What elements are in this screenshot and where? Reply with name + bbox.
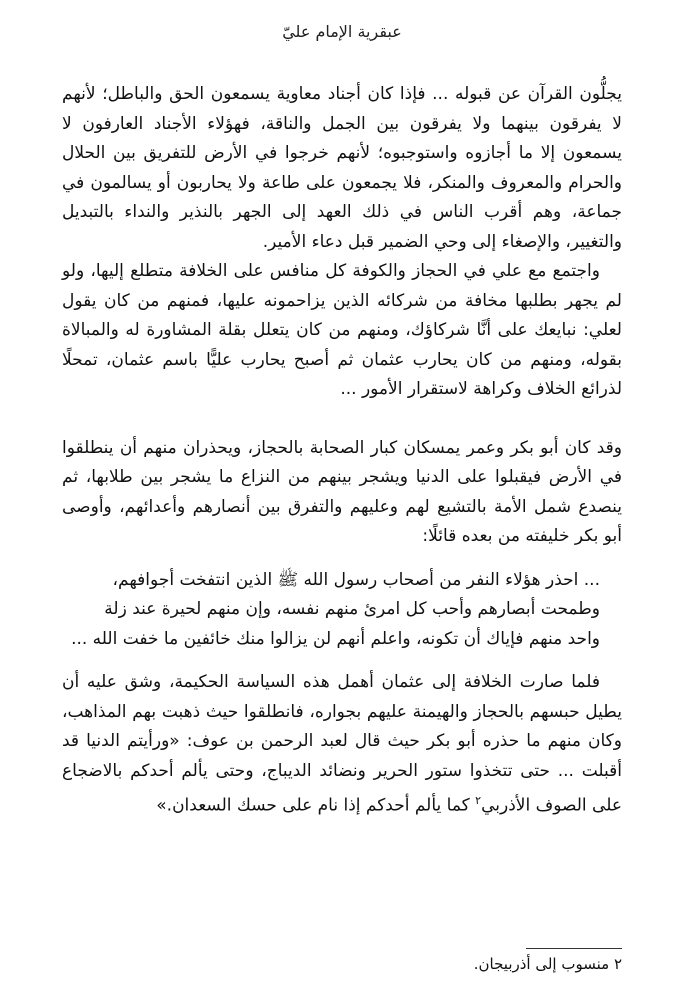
paragraph-2: واجتمع مع علي في الحجاز والكوفة كل منافس على الخلافة متطلع إليها، ولو لم يجهر بطلبها مخافة من شركائه الذين يزاحمونه عليها، فمنهم من كان يقول لعلي: نبايعك على أنَّا شركاؤك، ومنهم من كان يتعلل بقلة المشاورة له والمبالاة بقوله، ومنهم من كان يحارب عثمان ثم أصبح يحارب عليًّا باسم عثمان، تمحلًا لذرائع الخلاف وكراهة لاستقرار الأمور ... [62, 261, 622, 399]
running-header: عبقرية الإمام عليّ [282, 22, 402, 41]
paragraph-4-text-end: كما يألم أحدكم إذا نام على حسك السعدان.» [156, 795, 476, 816]
paragraph-4-text: فلما صارت الخلافة إلى عثمان أهمل هذه السياسة الحكيمة، وشق عليه أن يطيل حبسهم بالحجاز والهيمنة عليهم بجواره، فانطلقوا حيث ذهبت بهم المذاهب، وكان منهم ما حذره أبو بكر حيث قال لعبد الرحمن بن عوف: «ورأيتم الدنيا قد أقبلت ... حتى تتخذوا ستور الحرير ونضائد الديباج، وحتى يألم أحدكم بالاضجاع على الصوف الأذربي [62, 672, 622, 816]
quote-line-2: وطمحت أبصارهم وأحب كل امرئ منهم نفسه، وإن منهم لحيرة عند زلة [104, 599, 600, 619]
quote-line-1: ... احذر هؤلاء النفر من أصحاب رسول الله ﷺ الذين انتفخت أجوافهم، [112, 569, 600, 590]
paragraph-1: يجلُّون القرآن عن قبوله ... فإذا كان أجناد معاوية يسمعون الحق والباطل؛ لأنهم لا يفرقون بينهما ولا يفرقون بين الجمل والناقة، فهؤلاء الأجناد العارفون لا يسمعون إلا ما أجازوه واستوجبوه؛ لأنهم خرجوا في الأرض للتفريق بين الحلال والحرام والمعروف والمنكر، فلا يجمعون على طاعة ولا يحاربون أو يسالمون في جماعة، وهم أقرب الناس في ذلك العهد إلى الجهر بالنذير والنداء بالتبديل والتغيير، والإصغاء إلى وحي الضمير قبل دعاء الأمير. [62, 84, 622, 252]
quote-line-3: واحد منهم فإياك أن تكونه، واعلم أنهم لن يزالوا منك خائفين ما خفت الله ... [71, 628, 600, 649]
body-text [62, 80, 622, 821]
footnote-divider [526, 948, 622, 949]
block-quote [62, 566, 622, 655]
paragraph-4 [62, 668, 622, 821]
section-break [62, 405, 622, 434]
footnote-marker: ٢ [475, 794, 482, 807]
footnote: ٢ منسوب إلى أذربيجان. [473, 955, 622, 973]
paragraph-3: وقد كان أبو بكر وعمر يمسكان كبار الصحابة بالحجاز، ويحذران منهم أن ينطلقوا في الأرض فيقبلوا على الدنيا ويشجر بينهم من النزاع ما يشجر بين طلابها، ثم ينصدع شمل الأمة بالتشيع لهم وعليهم والتفرق بين أنصارهم وأعدائهم، وأوصى أبو بكر خليفته من بعده قائلًا: [62, 437, 622, 546]
